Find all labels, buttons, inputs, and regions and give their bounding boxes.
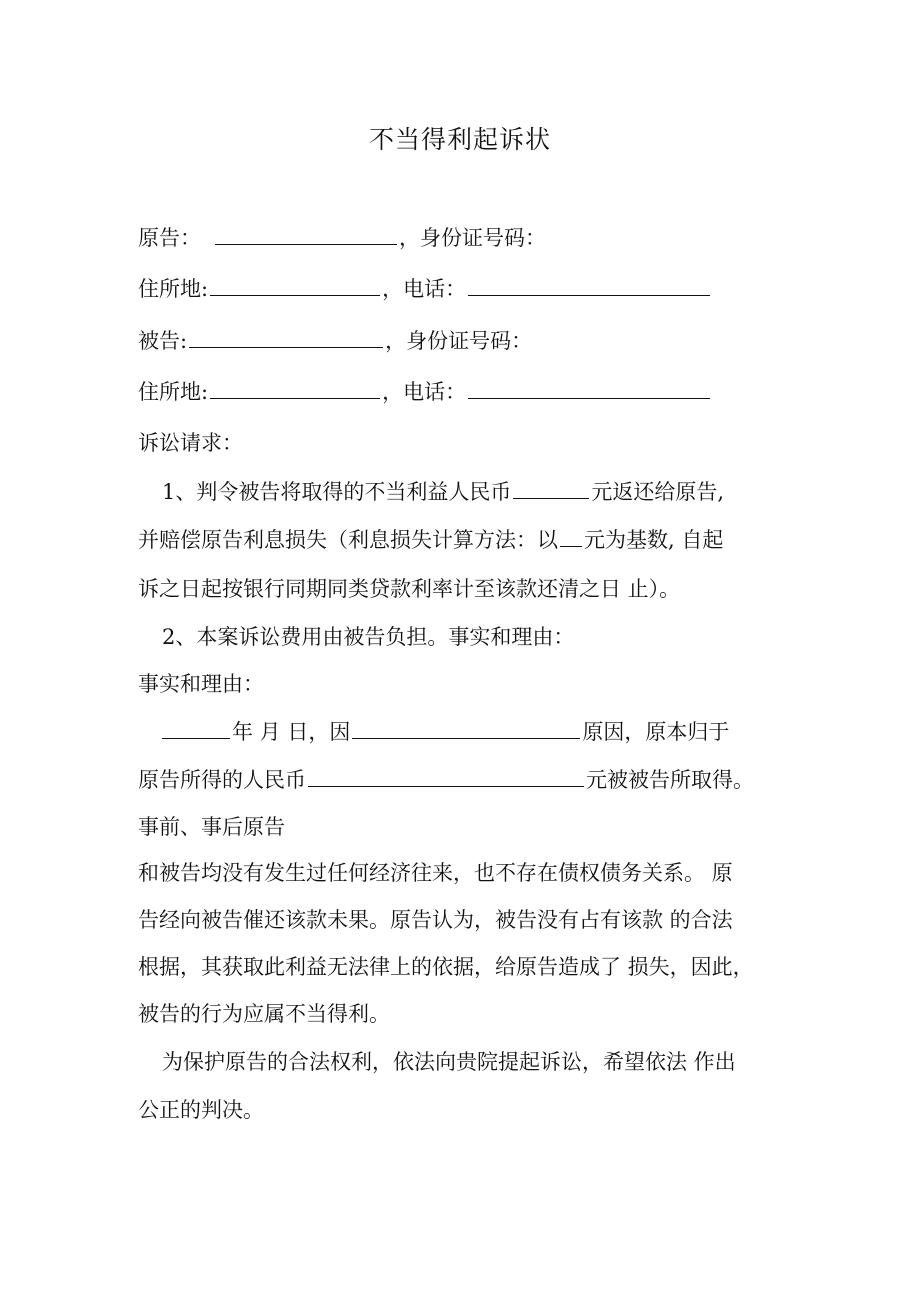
claim1-text-b: 元返还给原告, [591,480,725,504]
claim2-line: 2、本案诉讼费用由被告负担。事实和理由： [162,625,575,649]
conclusion-line1: 为保护原告的合法权利，依法向贵院提起诉讼，希望依法 作出 [162,1050,736,1074]
facts-line5: 告经向被告催还该款未果。原告认为，被告没有占有该款 的合法 [138,908,733,932]
plaintiff-line [138,224,546,252]
claim1-line2-text-a: 并赔偿原告利息损失（利息损失计算方法：以 [138,528,558,552]
plaintiff-name-blank [215,226,397,245]
plaintiff-address-line [138,275,712,303]
defendant-id-label: ，身份证号码： [385,329,533,353]
conclusion-line2: 公正的判决。 [138,1098,264,1122]
claim1-line1 [162,478,724,506]
facts-line1-text-a: 年 月 日，因 [232,720,351,744]
claim1-line2-text-b: 元为基数, 自起 [584,528,724,552]
plaintiff-address-label: 住所地: [138,277,209,301]
facts-rmb-blank [308,768,584,787]
facts-line3: 事前、事后原告 [138,815,285,839]
facts-line4: 和被告均没有发生过任何经济往来，也不存在债权债务关系。 原 [138,861,733,885]
defendant-address-blank [210,380,380,399]
defendant-address-line [138,378,712,406]
defendant-tel-label: ，电话： [382,380,467,404]
defendant-name-blank [189,329,383,348]
plaintiff-label: 原告： [138,226,201,250]
plaintiff-id-label: ，身份证号码： [399,226,546,250]
facts-line2-text-b: 元被被告所取得。 [586,768,754,792]
claims-heading: 诉讼请求： [138,431,243,455]
facts-line1 [162,718,729,746]
claim1-line2 [138,526,723,554]
facts-line1-text-b: 原因，原本归于 [582,720,730,744]
facts-reason-blank [352,720,580,739]
facts-line7: 被告的行为应属不当得利。 [138,1002,390,1026]
facts-year-blank [162,720,230,739]
facts-heading: 事实和理由： [138,672,264,696]
defendant-label: 被告: [138,329,188,353]
claim1-base-blank [560,528,582,547]
defendant-line [138,327,532,355]
claim1-amount-blank [513,480,589,499]
claim1-line3: 诉之日起按银行同期同类贷款利率计至该款还清之日 止）。 [138,577,681,601]
facts-line2-text-a: 原告所得的人民币 [138,768,306,792]
defendant-tel-blank [468,380,710,399]
plaintiff-address-blank [210,277,380,296]
facts-line6: 根据，其获取此利益无法律上的依据，给原告造成了 损失，因此， [138,955,754,979]
facts-line2 [138,766,754,794]
plaintiff-tel-blank [468,277,710,296]
defendant-address-label: 住所地: [138,380,209,404]
plaintiff-tel-label: ，电话： [382,277,467,301]
claim1-text-a: 1、判令被告将取得的不当利益人民币 [162,480,512,504]
document-title: 不当得利起诉状 [368,125,551,154]
